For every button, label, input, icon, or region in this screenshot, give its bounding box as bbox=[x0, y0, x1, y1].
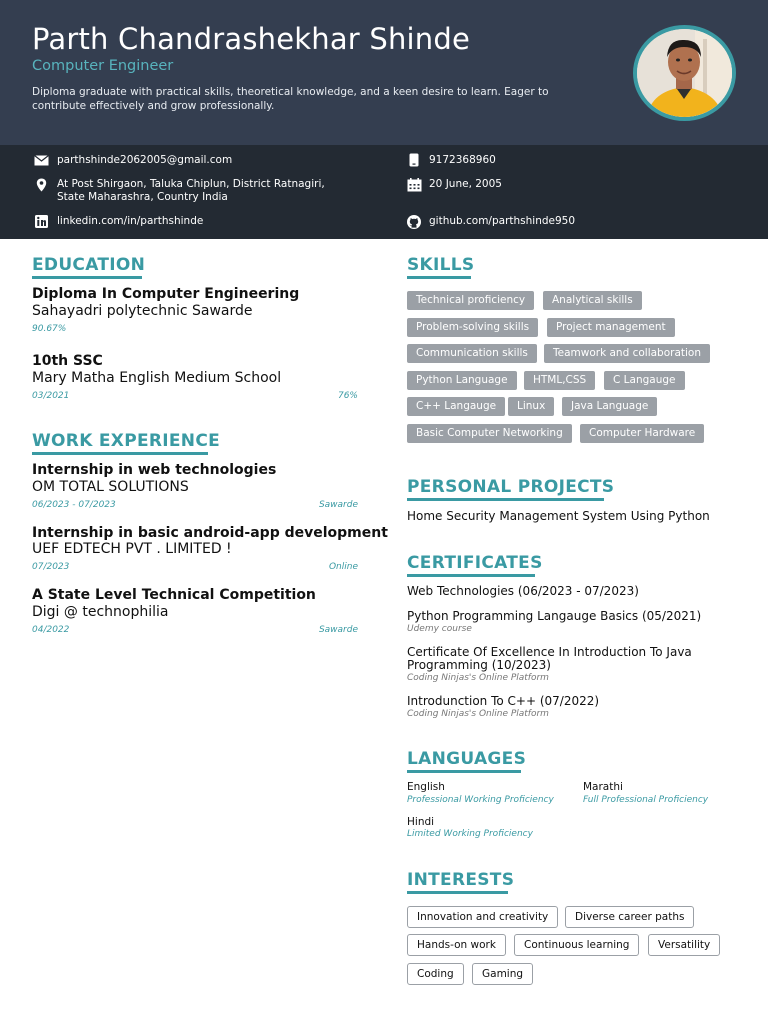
certificate-issuer: Udemy course bbox=[407, 624, 472, 634]
certificates-heading-underline bbox=[407, 574, 535, 577]
interest-tag: Innovation and creativity bbox=[407, 906, 558, 928]
language-name: Hindi bbox=[407, 816, 435, 828]
education-score: 90.67% bbox=[32, 324, 67, 334]
work-company: UEF EDTECH PVT . LIMITED ! bbox=[32, 541, 232, 557]
interests-heading-underline bbox=[407, 891, 508, 894]
person-photo-illustration bbox=[637, 29, 732, 117]
skill-tag: Java Language bbox=[562, 397, 657, 416]
skill-tag: Computer Hardware bbox=[580, 424, 704, 443]
skill-tag: Communication skills bbox=[407, 344, 537, 363]
linkedin-icon bbox=[35, 215, 48, 228]
language-name: Marathi bbox=[583, 781, 623, 793]
email-link[interactable]: parthshinde2062005@gmail.com bbox=[57, 154, 233, 166]
skill-tag: HTML,CSS bbox=[524, 371, 595, 390]
interest-tag: Versatility bbox=[648, 934, 720, 956]
interest-tag: Coding bbox=[407, 963, 464, 985]
work-company: Digi @ technophilia bbox=[32, 604, 169, 620]
certificate-title: Certificate Of Excellence In Introduction To Java bbox=[407, 645, 692, 659]
certificate-title-continued: Programming (10/2023) bbox=[407, 658, 551, 672]
interests-heading: INTERESTS bbox=[407, 870, 515, 890]
certificate-title: Introdunction To C++ (07/2022) bbox=[407, 694, 600, 708]
skill-tag: C++ Langauge bbox=[407, 397, 505, 416]
personal-projects-heading: PERSONAL PROJECTS bbox=[407, 477, 615, 497]
project-item: Home Security Management System Using Python bbox=[407, 509, 710, 523]
interest-tag: Diverse career paths bbox=[565, 906, 694, 928]
work-date: 06/2023 - 07/2023 bbox=[32, 500, 116, 510]
candidate-name: Parth Chandrashekhar Shinde bbox=[32, 22, 471, 56]
certificate-issuer: Coding Ninjas's Online Platform bbox=[407, 709, 549, 719]
certificate-title: Web Technologies (06/2023 - 07/2023) bbox=[407, 584, 639, 598]
work-location: Online bbox=[328, 562, 358, 572]
education-title: 10th SSC bbox=[32, 353, 103, 369]
date-of-birth: 20 June, 2005 bbox=[429, 178, 502, 190]
profile-photo bbox=[633, 25, 736, 121]
work-title: Internship in web technologies bbox=[32, 462, 277, 478]
certificates-heading: CERTIFICATES bbox=[407, 553, 543, 573]
github-icon bbox=[407, 215, 421, 229]
skill-tag: Python Language bbox=[407, 371, 517, 390]
interest-tag: Hands-on work bbox=[407, 934, 506, 956]
language-level: Limited Working Proficiency bbox=[407, 829, 533, 839]
languages-heading: LANGUAGES bbox=[407, 749, 527, 769]
github-link[interactable]: github.com/parthshinde950 bbox=[429, 215, 576, 227]
language-level: Professional Working Proficiency bbox=[407, 795, 554, 805]
work-experience-heading: WORK EXPERIENCE bbox=[32, 431, 221, 451]
skill-tag: Teamwork and collaboration bbox=[544, 344, 710, 363]
skills-heading: SKILLS bbox=[407, 255, 475, 275]
skill-tag: Project management bbox=[547, 318, 675, 337]
education-date: 03/2021 bbox=[32, 391, 70, 401]
job-title: Computer Engineer bbox=[32, 58, 174, 74]
email-icon bbox=[34, 155, 49, 166]
education-school: Sahayadri polytechnic Sawarde bbox=[32, 303, 253, 319]
certificate-issuer: Coding Ninjas's Online Platform bbox=[407, 673, 549, 683]
skill-tag: Basic Computer Networking bbox=[407, 424, 572, 443]
language-level: Full Professional Proficiency bbox=[583, 795, 709, 805]
education-title: Diploma In Computer Engineering bbox=[32, 286, 300, 302]
phone-number[interactable]: 9172368960 bbox=[429, 154, 496, 166]
work-experience-heading-underline bbox=[32, 452, 208, 455]
skill-tag: Analytical skills bbox=[543, 291, 642, 310]
skill-tag: Linux bbox=[508, 397, 554, 416]
location-icon bbox=[36, 178, 47, 192]
work-location: Sawarde bbox=[318, 625, 358, 635]
education-school: Mary Matha English Medium School bbox=[32, 370, 282, 386]
profile-summary: Diploma graduate with practical skills, theoretical knowledge, and a keen desire to learn. Eager to contribute effectively and grow professionally. bbox=[32, 86, 549, 112]
work-company: OM TOTAL SOLUTIONS bbox=[32, 479, 189, 495]
calendar-icon bbox=[407, 178, 422, 192]
language-name: English bbox=[407, 781, 445, 793]
work-title: A State Level Technical Competition bbox=[32, 587, 316, 603]
education-heading: EDUCATION bbox=[32, 255, 146, 275]
skills-heading-underline bbox=[407, 276, 471, 279]
work-location: Sawarde bbox=[318, 500, 358, 510]
certificate-title: Python Programming Langauge Basics (05/2021) bbox=[407, 609, 702, 623]
work-date: 07/2023 bbox=[32, 562, 70, 572]
contact-bar bbox=[0, 145, 768, 239]
languages-heading-underline bbox=[407, 770, 521, 773]
education-heading-underline bbox=[32, 276, 142, 279]
skill-tag: Technical proficiency bbox=[407, 291, 534, 310]
skill-tag: C Langauge bbox=[604, 371, 685, 390]
interest-tag: Continuous learning bbox=[514, 934, 639, 956]
education-score: 76% bbox=[337, 391, 358, 401]
linkedin-link[interactable]: linkedin.com/in/parthshinde bbox=[57, 215, 204, 227]
skill-tag: Problem-solving skills bbox=[407, 318, 538, 337]
interest-tag: Gaming bbox=[472, 963, 533, 985]
personal-projects-heading-underline bbox=[407, 498, 604, 501]
address-line-1: At Post Shirgaon, Taluka Chiplun, District Ratnagiri, bbox=[57, 178, 325, 190]
address-line-2: State Maharashra, Country India bbox=[57, 191, 228, 203]
phone-icon bbox=[409, 153, 419, 167]
work-title: Internship in basic android-app development bbox=[32, 525, 388, 541]
work-date: 04/2022 bbox=[32, 625, 70, 635]
resume-header bbox=[0, 0, 768, 145]
